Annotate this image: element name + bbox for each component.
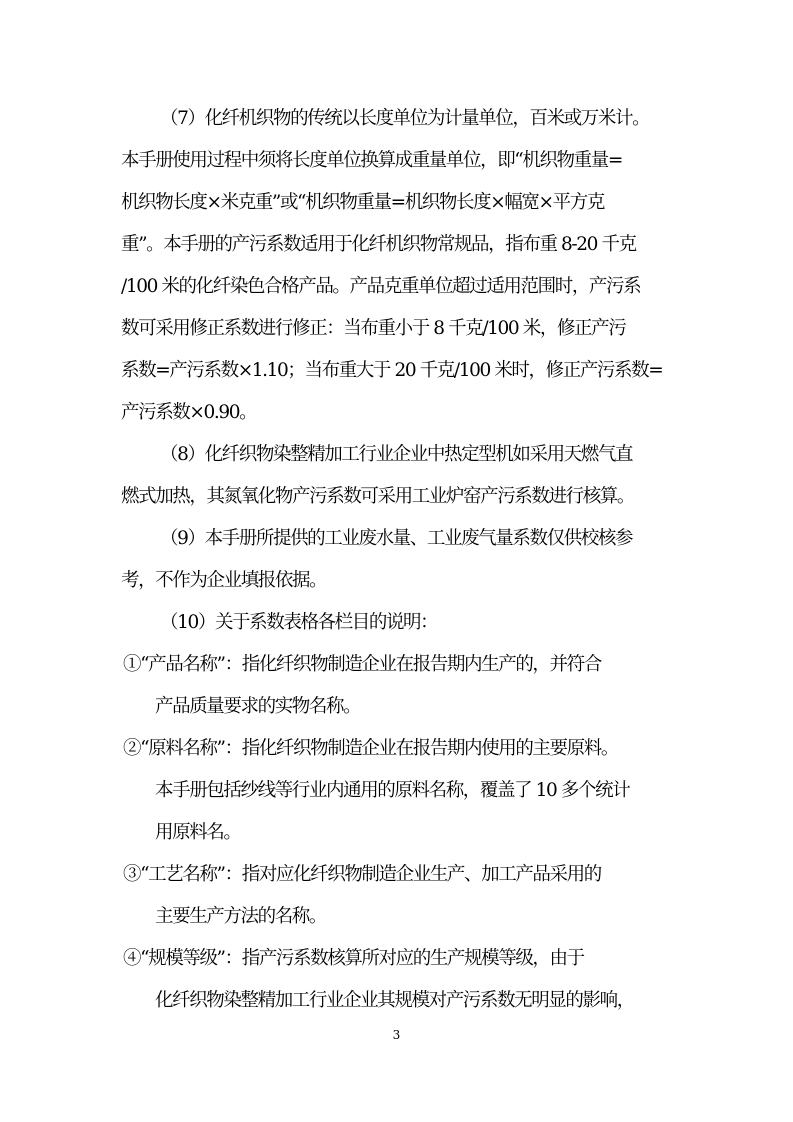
list-item-2-line-3: 用原料名。 xyxy=(155,822,241,843)
paragraph-9-line-1: （9）本手册所提供的工业废水量、工业废气量系数仅供校核参 xyxy=(160,528,633,549)
paragraph-7-line-1: （7）化纤机织物的传统以长度单位为计量单位，百米或万米计。 xyxy=(160,108,650,129)
paragraph-9-line-2: 考，不作为企业填报依据。 xyxy=(121,570,327,591)
page-number: 3 xyxy=(392,1028,401,1042)
paragraph-10-heading: （10）关于系数表格各栏目的说明： xyxy=(160,612,438,633)
paragraph-8-line-2: 燃式加热，其氮氧化物产污系数可采用工业炉窑产污系数进行核算。 xyxy=(121,486,635,507)
paragraph-8-line-1: （8）化纤织物染整精加工行业企业中热定型机如采用天燃气直 xyxy=(160,444,633,465)
paragraph-7-line-8: 产污系数×0.90。 xyxy=(121,402,257,423)
list-item-1-line-1: ①“产品名称”：指化纤织物制造企业在报告期内生产的，并符合 xyxy=(123,654,601,675)
paragraph-7-line-4: 重”。本手册的产污系数适用于化纤机织物常规品，指布重 8-20 千克 xyxy=(121,234,636,255)
list-item-2-line-1: ②“原料名称”：指化纤织物制造企业在报告期内使用的主要原料。 xyxy=(123,738,618,759)
paragraph-7-line-7: 系数=产污系数×1.10；当布重大于 20 千克/100 米时，修正产污系数= xyxy=(121,360,663,381)
list-item-3-line-1: ③“工艺名称”：指对应化纤织物制造企业生产、加工产品采用的 xyxy=(123,864,601,885)
paragraph-7-line-2: 本手册使用过程中须将长度单位换算成重量单位，即“机织物重量= xyxy=(121,150,622,171)
paragraph-7-line-5: /100 米的化纤染色合格产品。产品克重单位超过适用范围时，产污系 xyxy=(121,276,641,297)
list-item-4-line-2: 化纤织物染整精加工行业企业其规模对产污系数无明显的影响， xyxy=(155,990,634,1011)
list-item-3-line-2: 主要生产方法的名称。 xyxy=(155,906,327,927)
list-item-2-line-2: 本手册包括纱线等行业内通用的原料名称，覆盖了 10 多个统计 xyxy=(155,780,630,801)
paragraph-7-line-6: 数可采用修正系数进行修正：当布重小于 8 千克/100 米，修正产污 xyxy=(121,318,626,339)
paragraph-7-line-3: 机织物长度×米克重”或“机织物重量=机织物长度×幅宽×平方克 xyxy=(121,192,604,213)
list-item-1-line-2: 产品质量要求的实物名称。 xyxy=(155,696,361,717)
list-item-4-line-1: ④“规模等级”：指产污系数核算所对应的生产规模等级，由于 xyxy=(123,948,584,969)
